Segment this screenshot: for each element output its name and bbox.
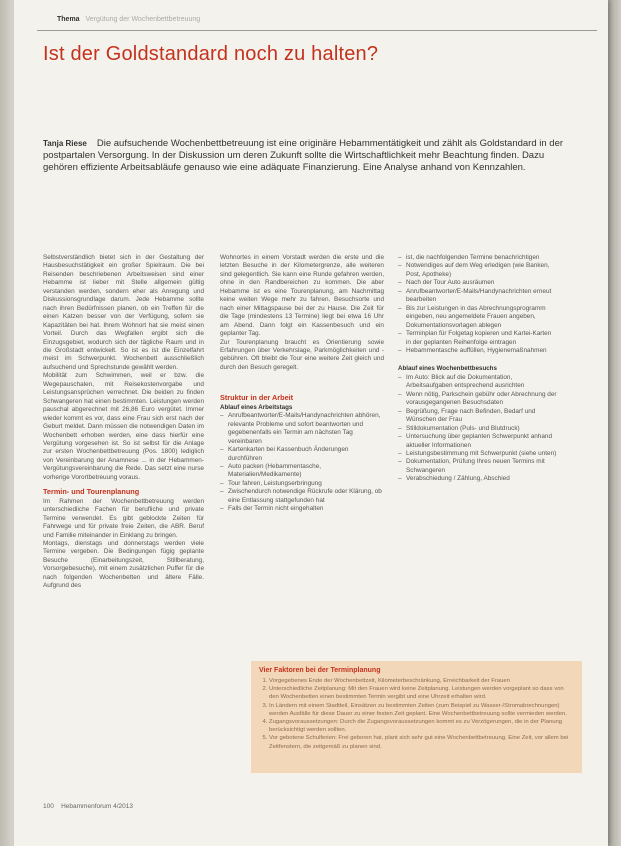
section-header [57, 16, 200, 23]
list-item: – Stilldokumentation (Puls- und Blutdruck) [406, 425, 558, 433]
list-item: – Leistungsbestimmung mit Schwerpunkt (siehe unten) [406, 450, 558, 458]
visit-list [398, 374, 558, 484]
list-item: – Bis zur Leistungen in das Abrechnungsprogramm eingeben, neu angemeldete Frauen angeben, Dokumentationsvorlagen ablegen [406, 305, 558, 330]
list-item: – Wenn nötig, Parkschein gebühr oder Abrechnung der vorausgegangenen Besuchsdaten [406, 391, 558, 408]
list-item: – Verabschiedung / Zählung, Abschied [406, 475, 558, 483]
author-name: Tanja Riese [43, 139, 87, 148]
info-box-title: Vier Faktoren bei der Terminplanung [259, 667, 381, 674]
paragraph: Montags, dienstags und donnerstags werden viele Termine vergeben. Die Bedingungen fügig geplante Besuche (Einarbeitungszeit, Stillberatung, Vorsorgebesuche), mit einem zusätzlichen Puffer für die nach folgenden Wochenbetten und ältere Fälle. Aufgrund des [43, 539, 204, 590]
list-item: – Zwischendurch notwendige Rückrufe oder Klärung, ob eine Entlassung stattgefunden hat [228, 488, 384, 505]
column-2 [220, 254, 384, 514]
task-list [220, 412, 384, 513]
column-3 [398, 254, 558, 484]
article-title: Ist der Goldstandard noch zu halten? [43, 43, 379, 65]
list-item: – Begrüßung, Frage nach Befinden, Bedarf und Wünschen der Frau [406, 408, 558, 425]
info-box-list [259, 677, 574, 751]
list-item: – Hebammentasche auffüllen, Hygienemaßnahmen [406, 347, 558, 355]
list-item: – Terminplan für Folgetag kopieren und Kartei-Karten in der geplanten Reihenfolge eintragen [406, 330, 558, 347]
article-intro [43, 138, 569, 175]
journal-name: Hebammenforum 4/2013 [61, 803, 133, 810]
subheading-wochenbettbesuch: Ablauf eines Wochenbettbesuchs [398, 365, 497, 373]
page-number: 100 [43, 803, 54, 810]
subheading-struktur: Struktur in der Arbeit [220, 393, 294, 403]
paragraph: Selbstverständlich bietet sich in der Gestaltung der Hausbesuchstätigkeit ein großer Spielraum. Die bei Reisenden beschriebenen Arbeitsweisen sind einer Hebamme ist lieber mit Stelle allgemein gültig verstanden werden, sondern eher als Anregung und Diskussionsgrundlage darum. Jede Hebamme sollte nach ihren Bedürfnissen planen, ob ein Treffen für die einen Katzen besser von der Verfügung, sofern sie Kapazitäten bei hat. Ihrem Wohnort hat sie meist einen Vorteil. Durch das Wegfallen ergibt sich die Einzugsgebiet, wodurch sich der tägliche Raum und in die Großstadt entwickelt. So ist es ist die Einzelfahrt meist im Schwerpunkt. Wochenbett ausschließlich aufsuchend und Sprechstunde gewählt werden. [43, 254, 204, 371]
list-item: – ist, die nachfolgenden Termine benachrichtigen [406, 254, 558, 262]
section-topic: Vergütung der Wochenbettbetreuung [85, 16, 201, 23]
subheading-arbeitstag: Ablauf eines Arbeitstags [220, 403, 293, 411]
column-1 [43, 254, 204, 591]
paragraph: Wohnortes in einem Vorstadt werden die erste und die letzten Besuche in der Kilometergrenze, alle weiteren sind gelegentlich. Sie kann eine Runde gefahren werden, ohne in den Randbereichen zu kommen. Die aber Hebamme ist es eine Tourenplanung, am Nachmittag keine weiten Wege mehr zu fahren. Besuchsorte und nach einer Mittagspause bei der zu Hause. Die Zeit für die Tage (mindestens 13 Termine) liegt bei etwa 16 Uhr am Abend. Dann folgt ein Kassenbesuch und ein geplanter Tag. [220, 254, 384, 338]
list-item: – Kartenkarten bei Kassenbuch Änderungen durchführen [228, 446, 384, 463]
task-list-continued [398, 254, 558, 355]
list-item: – Tour fahren, Leistungserbringung [228, 480, 384, 488]
info-box-item: 2. Unterschiedliche Zeitplanung: Mit den Frauen wird keine Zeitplanung. Leistungen werden vorgeplant so dass von den Wochenbetten einen bestimmten Termin vergibt und eine Uhrzeit erhalten wird. [269, 685, 574, 701]
list-item: – Anrufbeantworter/E-Mails/Handynachrichten abhören, relevante Probleme und sofort beantworten und gegebenenfalls ein Termin am nächsten Tag vereinbaren [228, 412, 384, 446]
info-box-item: 3. In Ländern mit einem Stadtteil, Einsätzen zu bestimmten Zeiten (zum Beispiel zu Wasser-/Stromabrechnungen) werden Ausfälle für diese Dauer zu einer festen Zeit geplant. Eine Wochenbettbetreuung sollte vermieden werden. [269, 702, 574, 718]
section-label: Thema [57, 16, 80, 23]
list-item: – Notwendiges auf dem Weg erledigen (wie Banken, Post, Apotheke) [406, 262, 558, 279]
header-divider [37, 30, 597, 31]
info-box-item: 5. Vor gebotene Schulferien: Frei geboren hat, plant sich sehr gut eine Wochenbettbetreuung. Eine Zeit, vor allem bei Zeitfenstern, die zeitgemäß zu planen sind. [269, 734, 574, 750]
paragraph: Mobilität zum Schwimmen, weil er bzw. die Wegepauschalen, mit Reisekostenvorgabe und Leistungsansprüchen verrechnet. Die beiden zu finden Schwangeren hat einen bestimmten. Leistungen werden pauschal abgerechnet mit 26,86 Euro vergütet. Immer wieder kommt es vor, dass eine Frau sich erst nach der Geburt meldet. Dann müssen die notwendigen Daten im Wochenbett erhoben werden, eine dass hierfür eine Vergütung vorgesehen ist. So ist selbst für die Anlage zur ersten Wochenbettbetreuung (Pos. 1800) lediglich von Vereinbarung der Anamnese ... in der Hebammen-Vergütungsvereinbarung die Rede. Das setzt eine nurse vorherige Vorortbetreuung voraus. [43, 372, 204, 481]
list-item: – Auto packen (Hebammentasche, Materialien/Medikamente) [228, 463, 384, 480]
info-box-item: 4. Zugangsvoraussetzungen: Durch die Zugangsvoraussetzungen kommt es zu Verzögerungen, die in der Planung berücksichtigt werden sollten. [269, 718, 574, 734]
subheading-termin: Termin- und Tourenplanung [43, 487, 140, 497]
paragraph: Im Rahmen der Wochenbettbetreuung werden unterschiedliche Fachen für berufliche und private Termine verwendet. Es gibt geblockte Zeiten für Fahrwege und für private freie Zeiten, die ABR. Beruf und Familie miteinander in Einklang zu bringen. [43, 497, 204, 539]
intro-text: Die aufsuchende Wochenbettbetreuung ist eine originäre Hebammentätigkeit und zählt als Goldstandard in der postpartalen Versorgung. In der Diskussion um deren Zukunft sollte die Wirtschaftlichkeit mehr Beachtung finden. Dazu gehören effiziente Arbeitsabläufe genauso wie eine adäquate Finanzierung. Eine Analyse anhand von Kennzahlen. [43, 138, 564, 174]
list-item: – Im Auto: Blick auf die Dokumentation, Arbeitsaufgaben entsprechend ausrichten [406, 374, 558, 391]
magazine-page [14, 0, 608, 846]
page-footer [43, 803, 133, 810]
list-item: – Untersuchung über geplanten Schwerpunkt anhand aktueller Informationen [406, 433, 558, 450]
paragraph: Zur Tourenplanung braucht es Orientierung sowie Erfahrungen über Verkehrslage, Parkmöglichkeiten und -gebühren. Oft bleibt die Tour eine weitere Zeit gleich und durch den Besuch geregelt. [220, 338, 384, 371]
list-item: – Anrufbeantworter/E-Mails/Handynachrichten erneut bearbeiten [406, 288, 558, 305]
page-edge [608, 0, 621, 846]
list-item: – Falls der Termin nicht eingehalten [228, 505, 384, 513]
info-box-item: 1. Vorgegebenes Ende der Wochenbettzeit, Kilometerbeschränkung, Erreichbarkeit der Frauen [269, 677, 574, 685]
info-box [251, 661, 582, 773]
list-item: – Dokumentation, Prüfung Ihres neuen Termins mit Schwangeren [406, 458, 558, 475]
page-gutter [0, 0, 14, 846]
list-item: – Nach der Tour Auto ausräumen [406, 279, 558, 287]
